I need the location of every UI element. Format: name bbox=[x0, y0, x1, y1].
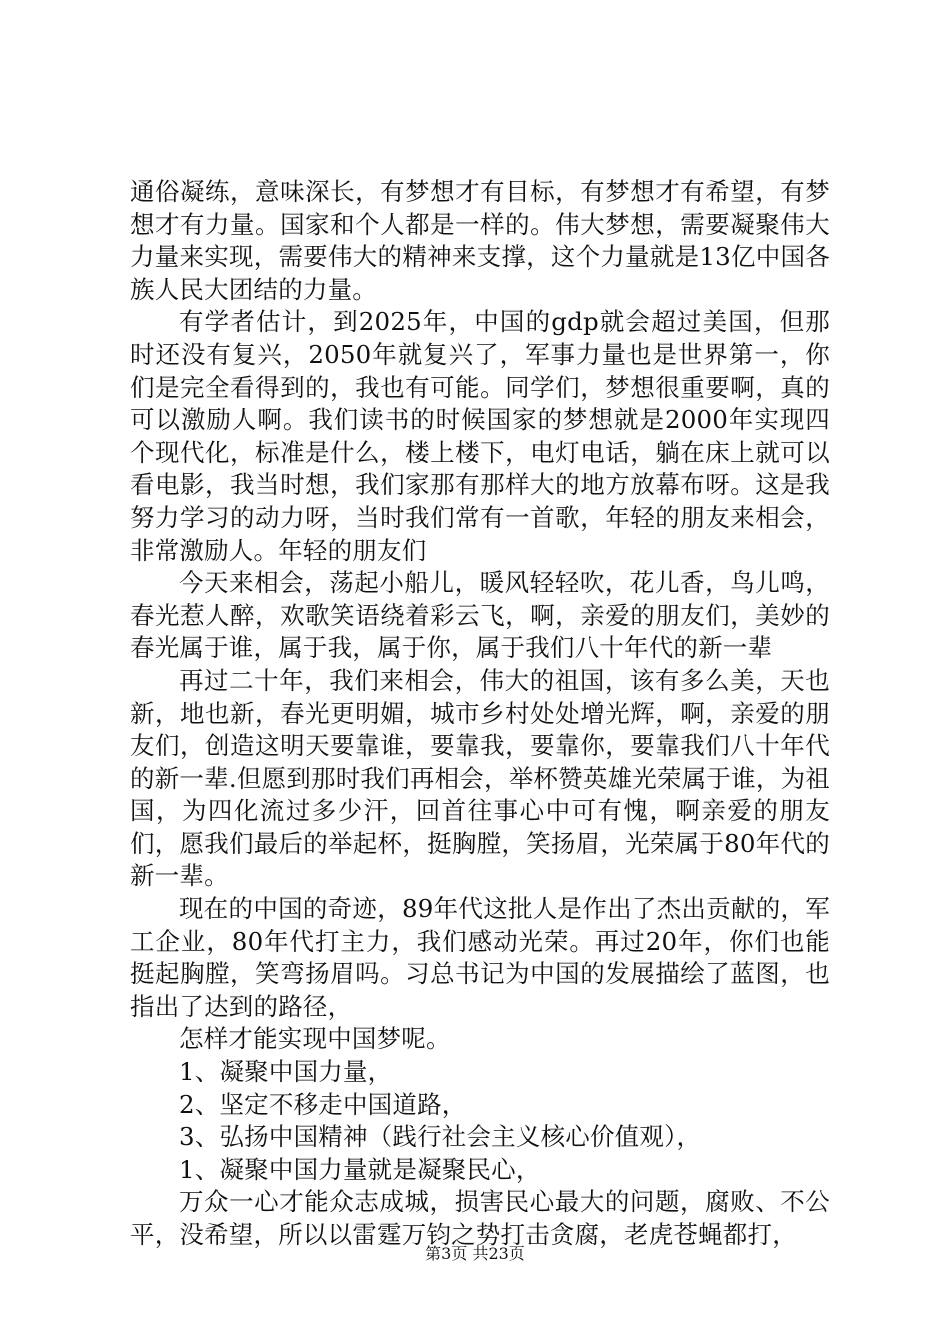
paragraph-1: 通俗凝练，意味深长，有梦想才有目标，有梦想才有希望，有梦想才有力量。国家和个人都是一样的。伟大梦想，需要凝聚伟大力量来实现，需要伟大的精神来支撑，这个力量就是13亿中国各族人民大团结的力量。 bbox=[130, 177, 830, 304]
paragraph-5: 现在的中国的奇迹，89年代这批人是作出了杰出贡献的，军工企业，80年代打主力，我们感动光荣。再过20年，你们也能挺起胸膛，笑弯扬眉吗。习总书记为中国的发展描绘了蓝图，也指出了达到的路径， bbox=[130, 894, 830, 1021]
list-item-3: 3、弘扬中国精神（践行社会主义核心价值观）， bbox=[179, 1122, 702, 1152]
page-number-footer: 第3页 共23页 bbox=[425, 1244, 525, 1263]
list-item-2: 2、坚定不移走中国道路， bbox=[179, 1089, 467, 1119]
document-body bbox=[130, 176, 830, 1252]
paragraph-7: 万众一心才能众志成城，损害民心最大的问题，腐败、不公平，没希望，所以以雷霆万钧之势打击贪腐，老虎苍蝇都打， bbox=[130, 1187, 830, 1249]
section-heading: 1、凝聚中国力量就是凝聚民心， bbox=[179, 1154, 541, 1184]
paragraph-4: 再过二十年，我们来相会，伟大的祖国，该有多么美，天也新，地也新，春光更明媚，城市乡村处处增光辉，啊，亲爱的朋友们，创造这明天要靠谁，要靠我，要靠你，要靠我们八十年代的新一辈.但愿到那时我们再相会，举杯赞英雄光荣属于谁，为祖国，为四化流过多少汗，回首往事心中可有愧，啊亲爱的朋友们，愿我们最后的举起杯，挺胸膛，笑扬眉，光荣属于80年代的新一辈。 bbox=[130, 665, 830, 891]
paragraph-3: 今天来相会，荡起小船儿，暖风轻轻吹，花儿香，鸟儿鸣，春光惹人醉，欢歌笑语绕着彩云飞，啊，亲爱的朋友们，美妙的春光属于谁，属于我，属于你，属于我们八十年代的新一辈 bbox=[130, 568, 830, 663]
paragraph-6: 怎样才能实现中国梦呢。 bbox=[179, 1024, 451, 1054]
list-item-1: 1、凝聚中国力量， bbox=[179, 1057, 393, 1087]
paragraph-2: 有学者估计，到2025年，中国的gdp就会超过美国，但那时还没有复兴，2050年就复兴了，军事力量也是世界第一，你们是完全看得到的，我也有可能。同学们，梦想很重要啊，真的可以激励人啊。我们读书的时候国家的梦想就是2000年实现四个现代化，标准是什么，楼上楼下，电灯电话，躺在床上就可以看电影，我当时想，我们家那有那样大的地方放幕布呀。这是我努力学习的动力呀，当时我们常有一首歌，年轻的朋友来相会，非常激励人。年轻的朋友们 bbox=[130, 307, 830, 565]
